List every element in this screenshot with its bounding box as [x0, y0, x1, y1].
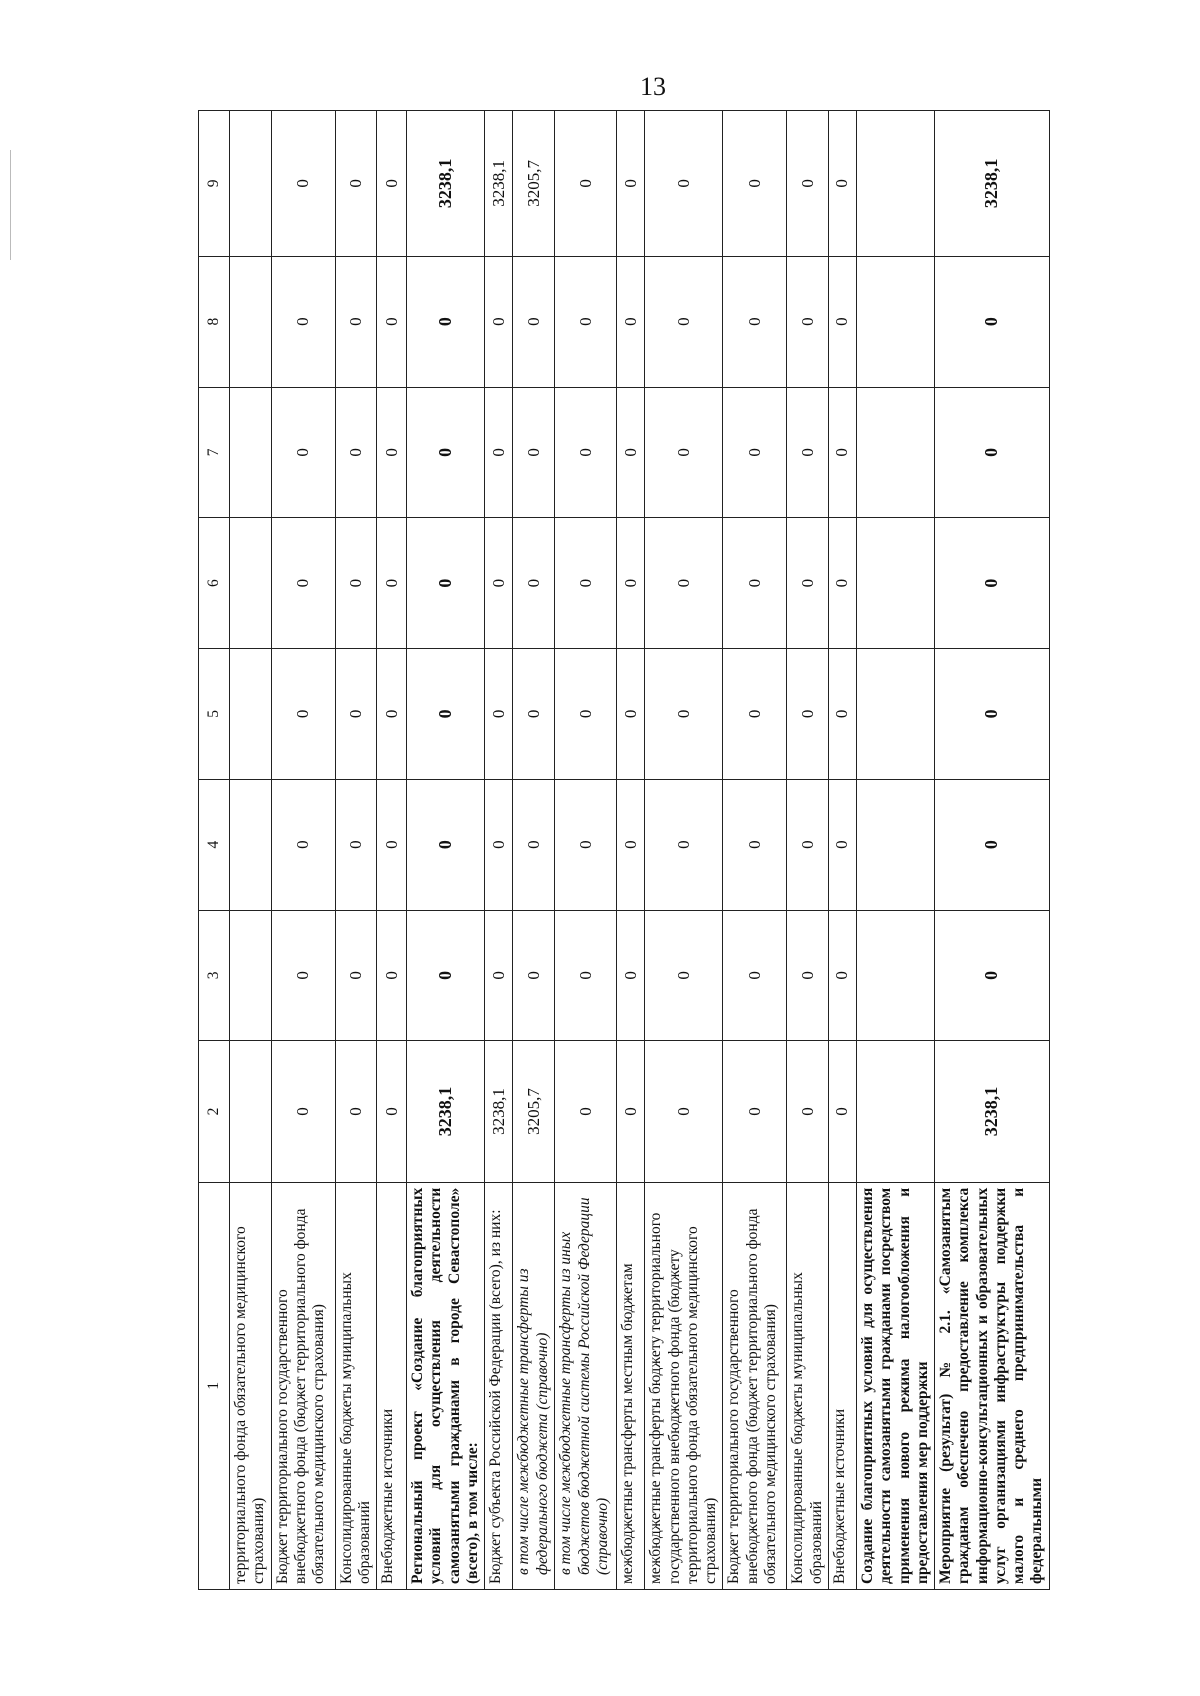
value-cell: 0	[377, 518, 407, 649]
value-cell: 0	[271, 910, 335, 1041]
value-cell	[856, 779, 934, 910]
col-header: 9	[199, 111, 230, 257]
value-cell: 0	[407, 779, 485, 910]
value-cell: 0	[407, 649, 485, 780]
value-cell: 3238,1	[485, 1041, 513, 1182]
value-cell: 0	[645, 111, 723, 257]
value-cell: 0	[787, 111, 829, 257]
row-label: Бюджет территориального государственного внебюджетного фонда (бюджет территориального фонда обязательного медицинского страхования)	[271, 1182, 335, 1589]
table-row	[485, 111, 513, 1590]
row-label: межбюджетные трансферты бюджету территориального государственного внебюджетного фонда (бюджету территориального фонда обязательного медицинского страхования)	[645, 1182, 723, 1589]
value-cell: 0	[787, 518, 829, 649]
row-label: Бюджет территориального государственного внебюджетного фонда (бюджет территориального фонда обязательного медицинского страхования)	[723, 1182, 787, 1589]
value-cell: 0	[787, 779, 829, 910]
table-row	[407, 111, 485, 1590]
value-cell: 0	[377, 910, 407, 1041]
value-cell: 0	[335, 779, 377, 910]
value-cell: 0	[513, 649, 555, 780]
table-row	[230, 111, 272, 1590]
value-cell: 0	[828, 779, 856, 910]
value-cell: 0	[645, 779, 723, 910]
col-header: 6	[199, 518, 230, 649]
value-cell: 0	[617, 910, 645, 1041]
value-cell: 0	[645, 387, 723, 518]
value-cell	[230, 111, 272, 257]
table-row	[617, 111, 645, 1590]
value-cell: 0	[377, 779, 407, 910]
table-row	[555, 111, 617, 1590]
value-cell: 0	[828, 1041, 856, 1182]
value-cell: 0	[723, 256, 787, 387]
header-row	[199, 111, 230, 1590]
value-cell: 0	[617, 649, 645, 780]
value-cell: 0	[513, 518, 555, 649]
value-cell: 0	[723, 910, 787, 1041]
value-cell: 0	[555, 518, 617, 649]
value-cell: 3238,1	[407, 111, 485, 257]
table-row	[377, 111, 407, 1590]
table-row	[513, 111, 555, 1590]
value-cell: 0	[335, 649, 377, 780]
value-cell: 0	[335, 910, 377, 1041]
table-row	[856, 111, 934, 1590]
col-header: 4	[199, 779, 230, 910]
value-cell	[856, 518, 934, 649]
value-cell: 0	[787, 910, 829, 1041]
value-cell: 0	[787, 256, 829, 387]
value-cell: 0	[377, 256, 407, 387]
row-label: Региональный проект «Создание благоприятных условий для осуществления деятельности самозанятыми гражданами в городе Севастополе» (всего), в том числе:	[407, 1182, 485, 1589]
value-cell: 0	[407, 387, 485, 518]
value-cell: 0	[377, 387, 407, 518]
value-cell	[230, 387, 272, 518]
value-cell: 0	[935, 910, 1050, 1041]
value-cell: 0	[723, 518, 787, 649]
value-cell: 0	[645, 518, 723, 649]
value-cell: 3205,7	[513, 111, 555, 257]
value-cell: 0	[271, 779, 335, 910]
value-cell: 0	[335, 518, 377, 649]
value-cell: 0	[935, 256, 1050, 387]
row-label: Консолидированные бюджеты муниципальных образований	[335, 1182, 377, 1589]
value-cell: 0	[828, 387, 856, 518]
value-cell: 0	[617, 387, 645, 518]
page-number: 13	[640, 72, 666, 101]
value-cell: 3238,1	[485, 111, 513, 257]
value-cell: 0	[513, 910, 555, 1041]
value-cell	[856, 111, 934, 257]
row-label: Внебюджетные источники	[828, 1182, 856, 1589]
row-label: Бюджет субъекта Российской Федерации (всего), из них:	[485, 1182, 513, 1589]
value-cell: 0	[828, 518, 856, 649]
col-header: 1	[199, 1182, 230, 1589]
scan-artifact-line	[10, 150, 11, 260]
value-cell	[230, 256, 272, 387]
row-label: Мероприятие (результат) № 2.1. «Самозанятым гражданам обеспечено предоставление комплекса информационно-консультационных и образовательных услуг организациями инфраструктуры поддержки малого и среднего предпринимательства и федеральными	[935, 1182, 1050, 1589]
value-cell: 0	[645, 649, 723, 780]
value-cell	[856, 256, 934, 387]
value-cell: 0	[407, 256, 485, 387]
value-cell: 3238,1	[935, 111, 1050, 257]
value-cell: 0	[513, 779, 555, 910]
value-cell: 0	[645, 256, 723, 387]
table-row	[723, 111, 787, 1590]
value-cell: 0	[513, 256, 555, 387]
value-cell: 3238,1	[935, 1041, 1050, 1182]
value-cell	[230, 649, 272, 780]
table-row	[271, 111, 335, 1590]
table-row	[935, 111, 1050, 1590]
value-cell: 0	[723, 387, 787, 518]
value-cell: 0	[377, 649, 407, 780]
table-row	[828, 111, 856, 1590]
value-cell: 0	[723, 779, 787, 910]
value-cell: 3205,7	[513, 1041, 555, 1182]
value-cell: 0	[555, 649, 617, 780]
value-cell: 0	[723, 649, 787, 780]
row-label: межбюджетные трансферты местным бюджетам	[617, 1182, 645, 1589]
value-cell: 0	[645, 1041, 723, 1182]
value-cell: 0	[271, 1041, 335, 1182]
value-cell: 0	[787, 387, 829, 518]
value-cell: 0	[377, 111, 407, 257]
rotated-table-container	[198, 110, 1046, 1590]
table-body	[230, 111, 1050, 1590]
value-cell: 0	[935, 387, 1050, 518]
col-header: 2	[199, 1041, 230, 1182]
value-cell	[230, 518, 272, 649]
value-cell: 0	[555, 779, 617, 910]
value-cell: 0	[828, 256, 856, 387]
value-cell: 0	[335, 387, 377, 518]
value-cell: 0	[407, 910, 485, 1041]
budget-table	[198, 110, 1050, 1590]
value-cell: 0	[617, 1041, 645, 1182]
row-label: Создание благоприятных условий для осуществления деятельности самозанятыми гражданами посредством применения нового режима налогообложения и предоставления мер поддержки	[856, 1182, 934, 1589]
value-cell: 0	[271, 387, 335, 518]
value-cell: 0	[485, 518, 513, 649]
value-cell: 0	[723, 1041, 787, 1182]
value-cell: 0	[271, 518, 335, 649]
value-cell: 0	[555, 256, 617, 387]
value-cell	[856, 1041, 934, 1182]
value-cell: 0	[935, 518, 1050, 649]
col-header: 3	[199, 910, 230, 1041]
value-cell	[230, 1041, 272, 1182]
value-cell: 0	[335, 256, 377, 387]
value-cell	[856, 387, 934, 518]
value-cell: 0	[513, 387, 555, 518]
value-cell: 0	[555, 1041, 617, 1182]
value-cell: 0	[935, 649, 1050, 780]
col-header: 8	[199, 256, 230, 387]
value-cell: 0	[828, 111, 856, 257]
value-cell: 0	[335, 111, 377, 257]
value-cell: 0	[485, 387, 513, 518]
value-cell	[856, 910, 934, 1041]
value-cell	[856, 649, 934, 780]
row-label: в том числе межбюджетные трансферты из иных бюджетов бюджетной системы Российской Федерации (справочно)	[555, 1182, 617, 1589]
value-cell: 0	[271, 256, 335, 387]
value-cell: 0	[485, 779, 513, 910]
value-cell: 0	[407, 518, 485, 649]
value-cell: 0	[828, 910, 856, 1041]
value-cell	[230, 910, 272, 1041]
row-label: Внебюджетные источники	[377, 1182, 407, 1589]
value-cell: 0	[787, 1041, 829, 1182]
value-cell: 0	[377, 1041, 407, 1182]
value-cell: 0	[787, 649, 829, 780]
value-cell: 0	[617, 111, 645, 257]
row-label: в том числе межбюджетные трансферты из федерального бюджета (справочно)	[513, 1182, 555, 1589]
value-cell	[230, 779, 272, 910]
table-row	[645, 111, 723, 1590]
value-cell: 0	[723, 111, 787, 257]
value-cell: 0	[828, 649, 856, 780]
value-cell: 0	[271, 649, 335, 780]
value-cell: 0	[555, 387, 617, 518]
value-cell: 0	[335, 1041, 377, 1182]
col-header: 5	[199, 649, 230, 780]
row-label: Консолидированные бюджеты муниципальных образований	[787, 1182, 829, 1589]
col-header: 7	[199, 387, 230, 518]
value-cell: 0	[935, 779, 1050, 910]
value-cell: 0	[617, 779, 645, 910]
value-cell: 3238,1	[407, 1041, 485, 1182]
value-cell: 0	[485, 256, 513, 387]
table-row	[787, 111, 829, 1590]
value-cell: 0	[617, 518, 645, 649]
table-row	[335, 111, 377, 1590]
value-cell: 0	[271, 111, 335, 257]
row-label: территориального фонда обязательного медицинского страхования)	[230, 1182, 272, 1589]
value-cell: 0	[645, 910, 723, 1041]
value-cell: 0	[485, 649, 513, 780]
value-cell: 0	[485, 910, 513, 1041]
value-cell: 0	[555, 910, 617, 1041]
value-cell: 0	[555, 111, 617, 257]
value-cell: 0	[617, 256, 645, 387]
